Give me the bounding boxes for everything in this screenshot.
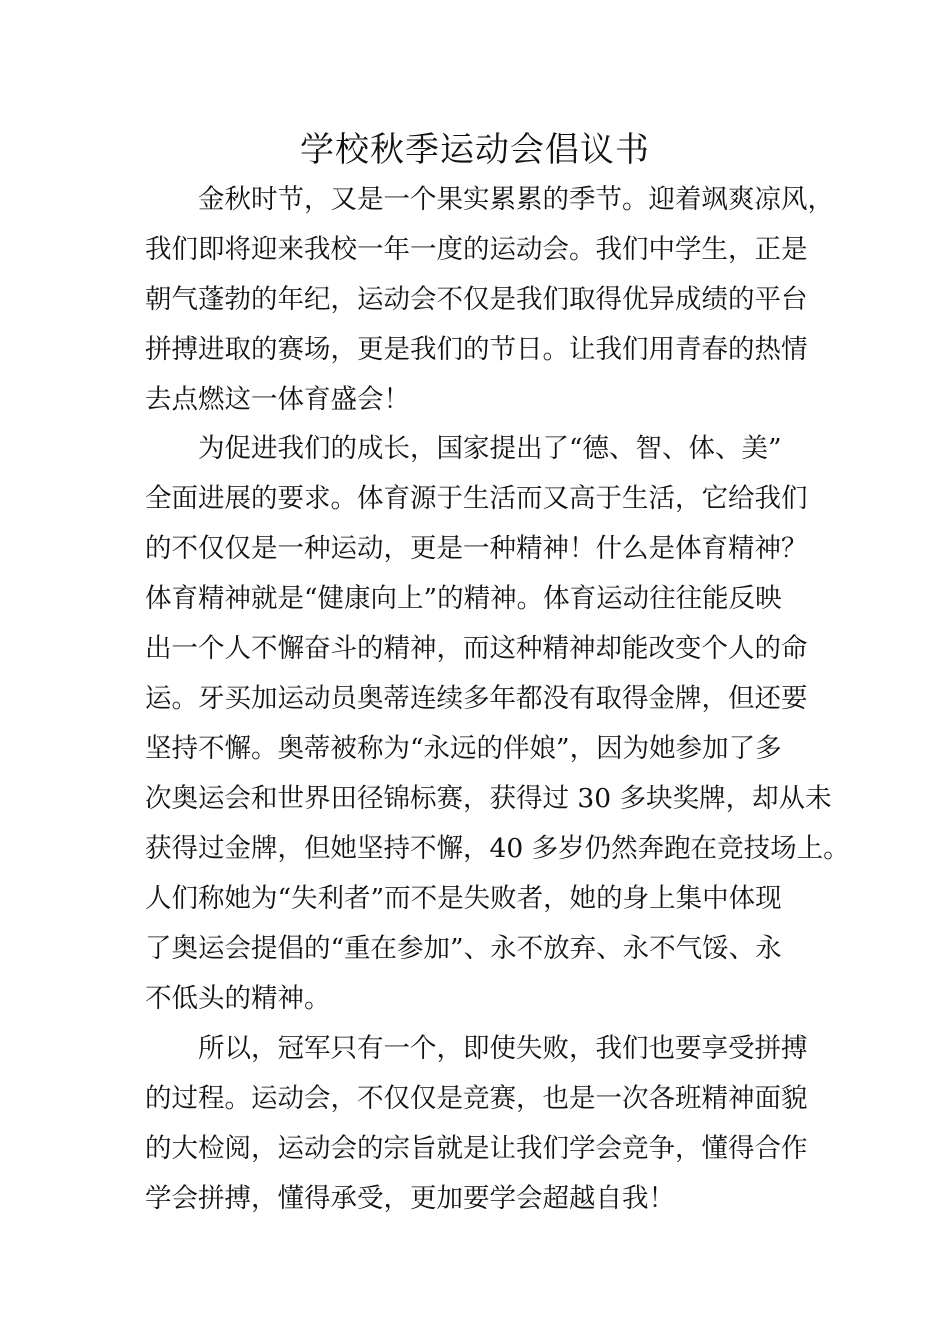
text-line: 朝气蓬勃的年纪，运动会不仅是我们取得优异成绩的平台 [145, 284, 808, 315]
text-line: 金秋时节，又是一个果实累累的季节。迎着飒爽凉风， [198, 184, 834, 215]
text-line: 学会拼搏，懂得承受，更加要学会超越自我！ [145, 1183, 675, 1214]
text-line: 体育精神就是“健康向上”的精神。体育运动往往能反映 [145, 583, 782, 614]
document-title: 学校秋季运动会倡议书 [300, 130, 650, 170]
text-line: 去点燃这一体育盛会！ [145, 384, 410, 415]
text-line: 的大检阅，运动会的宗旨就是让我们学会竞争，懂得合作 [145, 1133, 808, 1164]
text-line: 的不仅仅是一种运动，更是一种精神！什么是体育精神？ [145, 533, 808, 564]
text-line: 坚持不懈。奥蒂被称为“永远的伴娘”，因为她参加了多 [145, 733, 782, 764]
text-line: 拼搏进取的赛场，更是我们的节日。让我们用青春的热情 [145, 334, 808, 365]
text-line: 出一个人不懈奋斗的精神，而这种精神却能改变个人的命 [145, 633, 808, 664]
text-line: 的过程。运动会，不仅仅是竞赛，也是一次各班精神面貌 [145, 1083, 808, 1114]
text-line: 次奥运会和世界田径锦标赛，获得过 30 多块奖牌，却从未 [145, 783, 832, 814]
text-line: 为促进我们的成长，国家提出了“德、智、体、美” [198, 433, 782, 464]
text-line: 运。牙买加运动员奥蒂连续多年都没有取得金牌，但还要 [145, 683, 808, 714]
text-line: 我们即将迎来我校一年一度的运动会。我们中学生，正是 [145, 234, 808, 265]
text-line: 获得过金牌，但她坚持不懈，40 多岁仍然奔跑在竞技场上。 [145, 833, 850, 864]
text-line: 了奥运会提倡的“重在参加”、永不放弃、永不气馁、永 [145, 933, 782, 964]
text-line: 全面进展的要求。体育源于生活而又高于生活，它给我们 [145, 483, 808, 514]
text-line: 所以，冠军只有一个，即使失败，我们也要享受拼搏 [198, 1033, 808, 1064]
text-line: 不低头的精神。 [145, 983, 331, 1014]
text-line: 人们称她为“失利者”而不是失败者，她的身上集中体现 [145, 883, 782, 914]
